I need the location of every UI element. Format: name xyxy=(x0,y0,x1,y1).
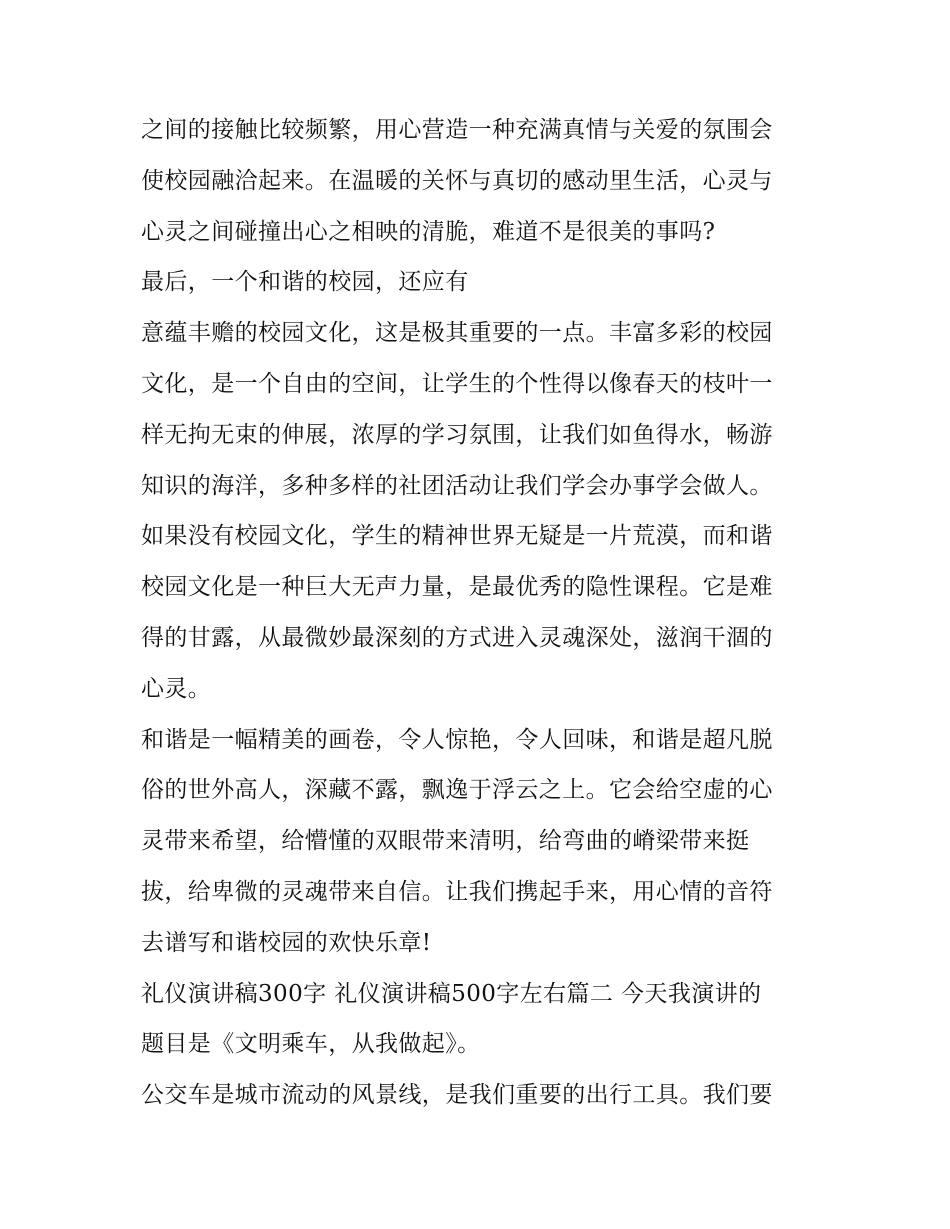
text-line: 灵带来希望，给懵懂的双眼带来清明，给弯曲的嵴梁带来挺 xyxy=(141,828,750,855)
text-line: 拔，给卑微的灵魂带来自信。让我们携起手来，用心情的音符 xyxy=(141,878,773,905)
text-line: 得的甘露，从最微妙最深刻的方式进入灵魂深处，滋润干涸的 xyxy=(141,624,773,651)
text-line: 知识的海洋，多种多样的社团活动让我们学会办事学会做人。 xyxy=(141,472,773,499)
text-line: 俗的世外高人，深藏不露，飘逸于浮云之上。它会给空虚的心 xyxy=(141,777,773,804)
text-line: 如果没有校园文化，学生的精神世界无疑是一片荒漠，而和谐 xyxy=(141,523,773,550)
text-line: 和谐是一幅精美的画卷，令人惊艳，令人回味，和谐是超凡脱 xyxy=(141,726,773,753)
text-line: 礼仪演讲稿300字 礼仪演讲稿500字左右篇二 今天我演讲的 xyxy=(141,980,762,1007)
text-line: 公交车是城市流动的风景线，是我们重要的出行工具。我们要 xyxy=(141,1082,773,1109)
text-line: 文化，是一个自由的空间，让学生的个性得以像春天的枝叶一 xyxy=(141,370,773,397)
text-line: 心灵之间碰撞出心之相映的清脆，难道不是很美的事吗? xyxy=(141,218,716,245)
text-line: 最后，一个和谐的校园，还应有 xyxy=(141,269,469,296)
text-line: 样无拘无束的伸展，浓厚的学习氛围，让我们如鱼得水，畅游 xyxy=(141,421,773,448)
text-line: 意蕴丰赡的校园文化，这是极其重要的一点。丰富多彩的校园 xyxy=(141,320,773,347)
text-line: 题目是《文明乘车，从我做起》。 xyxy=(141,1031,481,1058)
text-line: 校园文化是一种巨大无声力量，是最优秀的隐性课程。它是难 xyxy=(141,574,773,601)
text-line: 去谱写和谐校园的欢快乐章! xyxy=(141,929,432,956)
document-body xyxy=(141,112,831,1128)
text-line: 使校园融洽起来。在温暖的关怀与真切的感动里生活，心灵与 xyxy=(141,167,773,194)
text-line: 之间的接触比较频繁，用心营造一种充满真情与关爱的氛围会 xyxy=(141,117,773,143)
text-line: 心灵。 xyxy=(141,675,212,702)
